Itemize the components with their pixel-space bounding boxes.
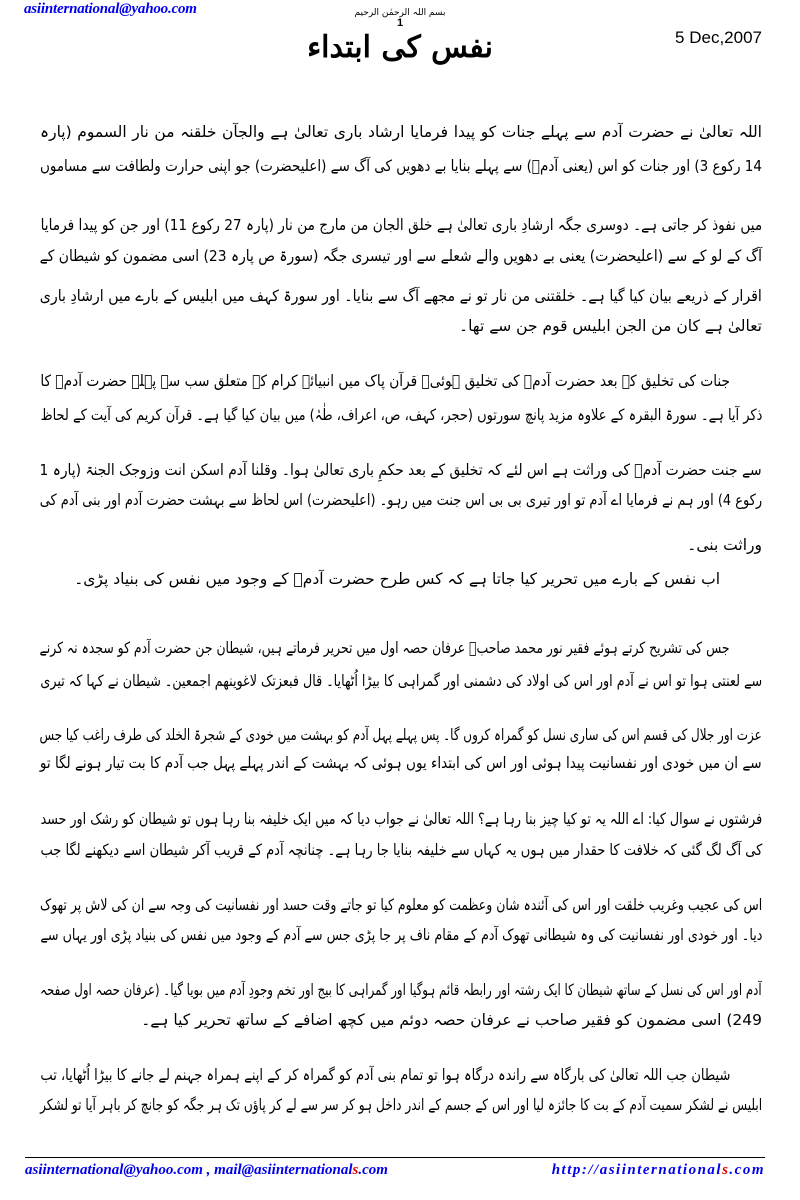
footer-email-links[interactable]	[25, 1162, 388, 1179]
body-line: وراثت بنی۔	[687, 536, 762, 554]
body-line: سے جنت حضرت آدمؑ کی وراثت ہے اس لئے کہ تخلیق کے بعد حکمِ باری تعالیٰ ہوا۔ وقلنا آدم اسکن انت وزوجک الجنۃ (پارہ 1	[39, 461, 763, 479]
document-date: 5 Dec,2007	[675, 28, 762, 47]
body-line: تعالیٰ ہے کان من الجن ابلیس قوم جن سے تھا۔	[459, 317, 762, 335]
body-line: سے ان میں خودی اور نفسانیت پیدا ہوئی اور اس کی ابتداء یوں ہوئی کہ بہشت کے اندر پہلے پہل جب آدم کا بت تیار ہونے لگا تو	[40, 754, 762, 772]
body-line: ذکر آیا ہے۔ سورۃ البقرہ کے علاوہ مزید پانچ سورتوں (حجر، کہف، ص، اعراف، طٰہٰ) میں بیان کیا گیا ہے۔ قرآن کریم کی آیت کے لحاظ	[40, 406, 762, 424]
body-line: آگ کے لو کے سے (اعلیحضرت) یعنی بے دھویں والے شعلے سے اور تیسری جگہ (سورۃ ص پارہ 23) اسی مضمون کو شیطان کے	[39, 247, 763, 265]
footer-website-suffix: .com	[729, 1162, 765, 1178]
page-number: 1	[396, 17, 404, 29]
body-line: اقرار کے ذریعے بیان کیا گیا ہے۔ خلقتنی من نار تو نے مجھے آگ سے بنایا۔ اور سورۃ کہف میں ابلیس کے بارے میں ارشادِ باری	[39, 287, 762, 305]
bismillah: بسم اللہ الرحمٰن الرحیم	[354, 8, 446, 18]
footer-emails-text: asiinternational@yahoo.com , mail@asiinternational	[25, 1162, 353, 1178]
body-line: جنات کی تخلیق کے بعد حضرت آدمؑ کی تخلیق ہوئی۔ قرآن پاک میں انبیائے کرام کے متعلق سب سے پہلے حضرت آدمؑ کا	[40, 372, 730, 390]
body-line: عزت اور جلال کی قسم اس کی ساری نسل کو گمراہ کروں گا۔ پس پہلے پہل آدم کو بہشت میں خودی کے شجرۃ الخلد کی طرف راغب کیا جس	[39, 726, 762, 744]
footer-divider	[25, 1157, 765, 1158]
body-line: اب نفس کے بارے میں تحریر کیا جاتا ہے کہ کس طرح حضرت آدمؑ کے وجود میں نفس کی بنیاد پڑی۔	[74, 570, 720, 588]
footer-website-accent: s	[722, 1162, 730, 1178]
body-line: کی آگ لگ گئی کہ خلافت کا حقدار میں ہوں یہ کہاں سے خلیفہ بنایا جا رہا ہے۔ چنانچہ آدم کے قریب آکر شیطان اسے دیکھنے لگا جب	[40, 841, 762, 859]
body-line: دیا۔ اور خودی اور نفسانیت کی وہ شیطانی تھوک آدم کے مقام ناف پر جا پڑی جس سے آدم کے وجود میں نفس کی بنیاد پڑی اور یہاں سے	[40, 926, 762, 944]
footer-emails-suffix: .com	[358, 1162, 388, 1178]
footer-emails-accent: s	[352, 1162, 359, 1178]
body-line: سے لعنتی ہوا تو اس نے آدم اور اس کی اولاد کی دشمنی اور گمراہی کا بیڑا اُٹھایا۔ قال فبعزتک لاغوینھم اجمعین۔ شیطان نے کہا کہ تیری	[40, 672, 762, 690]
body-line: 249) اسی مضمون کو فقیر صاحب نے عرفان حصہ دوئم میں کچھ اضافے کے ساتھ تحریر کیا ہے۔	[141, 1011, 762, 1029]
body-line: رکوع 4) اور ہم نے فرمایا اے آدم تو اور تیری بی بی اس جنت میں رہو۔ (اعلیحضرت) اس لحاظ سے بہشت حضرت آدم اور بنی آدم کی	[39, 491, 762, 509]
footer-website-text: http://asiinternational	[551, 1162, 723, 1178]
body-line: آدم اور اس کی نسل کے ساتھ شیطان کا ایک رشتہ اور رابطہ قائم ہوگیا اور گمراہی کا بیج اور تخم وجودِ آدم میں بویا گیا۔ (عرفان حصہ اول صفحہ	[40, 981, 762, 999]
footer-website-link[interactable]	[552, 1162, 765, 1179]
body-line: ابلیس نے لشکر سمیت آدم کے بت کا جائزہ لیا اور اس کے جسم کے اندر داخل ہو کر سر سے لے کر پاؤں تک ہر جگہ کو جانچ کر باہر آیا تو لشکر	[39, 1096, 762, 1114]
body-line: شیطان جب اللہ تعالیٰ کی بارگاہ سے راندہ درگاہ ہوا تو تمام بنی آدم کو گمراہ کر کے اپنے ہمراہ جہنم لے جانے کا بیڑا اُٹھایا، تب	[40, 1066, 730, 1084]
body-line: جس کی تشریح کرتے ہوئے فقیر نور محمد صاحبؒ عرفان حصہ اول میں تحریر فرماتے ہیں، شیطان جن حضرت آدم کو سجدہ نہ کرنے	[39, 639, 730, 657]
header-email-link[interactable]: asiinternational@yahoo.com	[24, 1, 197, 17]
body-line: فرشتوں نے سوال کیا: اے اللہ یہ تو کیا چیز بنا رہا ہے؟ اللہ تعالیٰ نے جواب دیا کہ میں ایک خلیفہ بنا رہا ہوں تو شیطان کو رشک اور حسد	[40, 810, 762, 828]
body-line: میں نفوذ کر جاتی ہے۔ دوسری جگہ ارشادِ باری تعالیٰ ہے خلق الجان من مارج من نار (پارہ 27 رکوع 11) اور جن کو پیدا فرمایا	[40, 216, 763, 234]
body-line: اللہ تعالیٰ نے حضرت آدم سے پہلے جنات کو پیدا فرمایا ارشاد باری تعالیٰ ہے والجآن خلقنہ من نار السموم (پارہ	[40, 123, 762, 141]
body-line: اس کی عجیب وغریب خلقت اور اس کی آئندہ شان وعظمت کو معلوم کیا تو جاتے وقت حسد اور نفسانیت کی وجہ سے ان کی لاش پر تھوک	[39, 896, 762, 914]
body-line: 14 رکوع 3) اور جنات کو اس (یعنی آدمؑ) سے پہلے بنایا بے دھویں کی آگ سے (اعلیحضرت) جو اپنی حرارت ولطافت سے مساموں	[39, 157, 762, 175]
page-title: نفس کی ابتداء	[307, 30, 493, 65]
